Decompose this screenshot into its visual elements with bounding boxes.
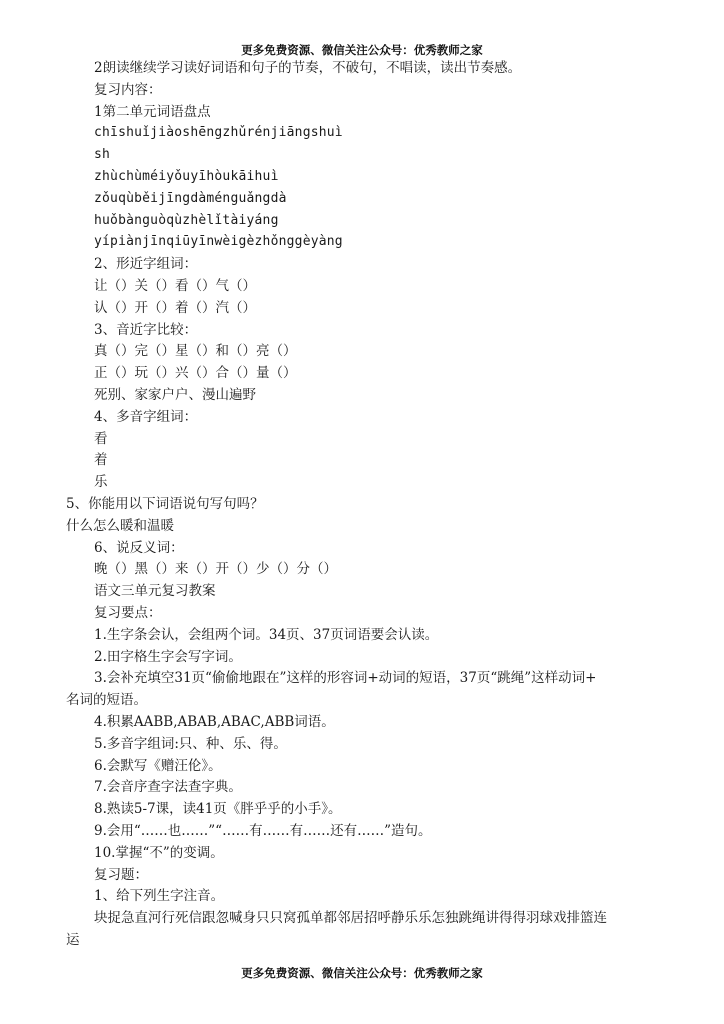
text-line: 2.田字格生字会写字词。: [94, 648, 242, 665]
text-line: 2朗读继续学习读好词语和句子的节奏，不破句，不唱读，读出节奏感。: [94, 60, 522, 76]
text-line: 8.熟读5-7课，读41页《胖乎乎的小手》。: [94, 801, 342, 818]
text-line: 1第二单元词语盘点: [94, 103, 211, 120]
text-line: 9.会用“……也……”“……有……有……还有……”造句。: [94, 823, 432, 839]
text-line: 3.会补充填空31页“偷偷地跟在”这样的形容词+动词的短语，37页“跳绳”这样动词+: [94, 670, 597, 687]
text-line: 3、音近字比较：: [94, 321, 198, 338]
text-line: 10.掌握“不”的变调。: [94, 844, 224, 861]
text-line: 复习要点：: [94, 605, 162, 621]
text-line: 7.会音序查字法查字典。: [94, 779, 242, 796]
text-line: huǒbànguòqùzhèlǐtàiyáng: [94, 212, 279, 228]
text-line: 1、给下列生字注音。: [94, 888, 225, 905]
text-line: 5.多音字组词:只、种、乐、得。: [94, 735, 287, 752]
text-line: 名词的短语。: [66, 692, 147, 709]
text-line: 1.生字条会认，会组两个词。34页、37页词语要会认读。: [94, 626, 439, 643]
text-line: sh: [94, 147, 111, 163]
text-line: 着: [94, 452, 108, 469]
text-line: 让（）关（）看（）气（）: [94, 278, 256, 294]
text-line: 晚（）黑（）来（）开（）少（）分（）: [94, 561, 337, 578]
text-line: 死别、家家户户、漫山遍野: [94, 387, 256, 403]
text-line: zǒuqùběijīngdàménguǎngdà: [94, 190, 287, 206]
page-header: 更多免费资源、微信关注公众号：优秀教师之家: [241, 43, 483, 57]
text-line: 乐: [94, 474, 108, 491]
text-line: 2、形近字组词：: [94, 256, 198, 273]
text-line: zhùchùméiyǒuyīhòukāihuì: [94, 169, 279, 184]
text-line: chīshuǐjiàoshēngzhǔrénjiāngshuì: [94, 125, 343, 141]
text-line: 复习题：: [94, 866, 148, 883]
text-line: 正（）玩（）兴（）合（）量（）: [94, 365, 297, 382]
page-footer: 更多免费资源、微信关注公众号：优秀教师之家: [241, 966, 483, 980]
text-line: 4.积累AABB,ABAB,ABAC,ABB词语。: [94, 714, 335, 730]
text-line: 4、多音字组词：: [94, 408, 198, 425]
text-line: yípiànjīnqiūyīnwèigèzhǒnggèyàng: [94, 234, 343, 250]
text-line: 看: [94, 430, 108, 447]
text-line: 复习内容：: [94, 81, 162, 98]
text-line: 运: [66, 932, 80, 948]
text-line: 真（）完（）星（）和（）亮（）: [94, 343, 297, 360]
text-line: 语文三单元复习教案: [94, 583, 216, 600]
text-line: 6、说反义词：: [94, 539, 184, 556]
text-line: 什么怎么暖和温暖: [66, 517, 174, 534]
text-line: 认（）开（）着（）汽（）: [94, 299, 256, 316]
text-line: 6.会默写《赠汪伦》。: [94, 757, 222, 774]
text-line: 块捉急直河行死信跟忽喊身只只窝孤单都邻居招呼静乐乐怎独跳绳讲得得羽球戏排篮连: [94, 910, 607, 927]
text-line: 5、你能用以下词语说句写句吗？: [66, 496, 264, 512]
